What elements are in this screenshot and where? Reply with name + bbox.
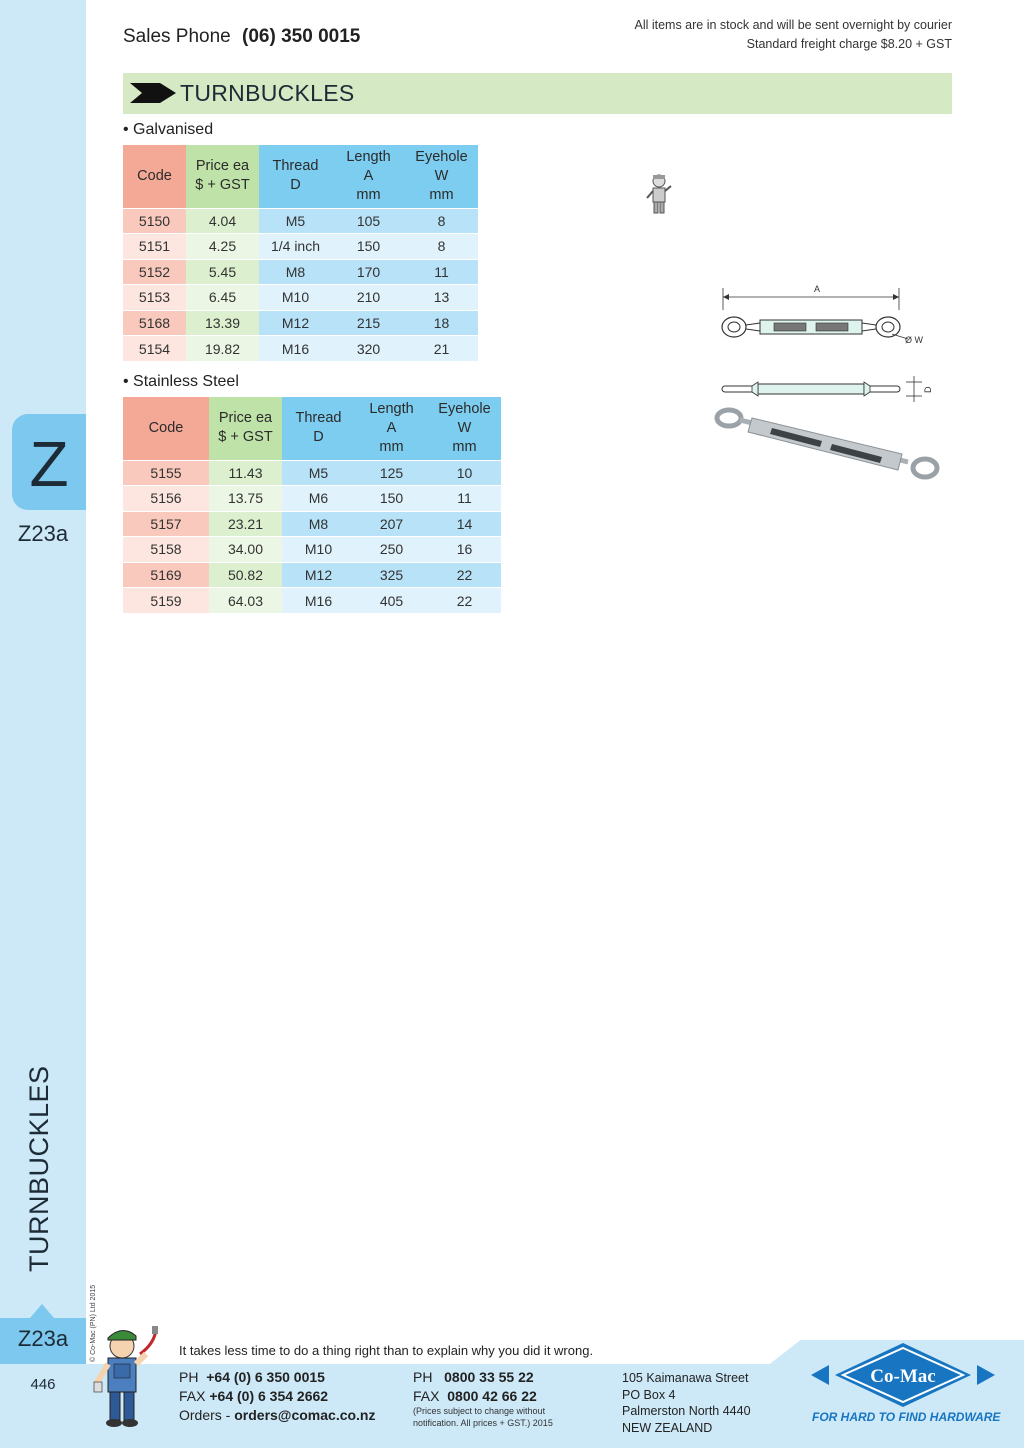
- stock-note: [634, 16, 952, 54]
- code-cell: 5150: [123, 208, 186, 234]
- footer-tagline: FOR HARD TO FIND HARDWARE: [812, 1410, 1001, 1424]
- footer-price-note: (Prices subject to change without notification. All prices + GST.) 2015: [413, 1406, 553, 1428]
- length-cell: 325: [355, 562, 428, 588]
- thread-cell: M16: [259, 336, 332, 362]
- header-line: Eyehole: [438, 400, 491, 417]
- eyehole-cell: 8: [405, 208, 478, 234]
- turnbuckle-side-view: [722, 376, 933, 402]
- mascot-icon: [92, 1324, 160, 1428]
- label-d: D: [923, 386, 933, 393]
- length-cell: 125: [355, 460, 428, 486]
- turnbuckle-diagram: [712, 282, 952, 492]
- section-code-bottom: Z23a: [17, 1326, 69, 1351]
- header-line: A: [386, 419, 397, 436]
- header-line: mm: [379, 438, 404, 455]
- code-cell: 5156: [123, 486, 209, 512]
- stainless-header-code: [123, 397, 209, 460]
- price-cell: 19.82: [186, 336, 259, 362]
- thread-cell: 1/4 inch: [259, 234, 332, 260]
- header-line: D: [290, 177, 301, 194]
- galvanised-table: [123, 145, 478, 361]
- section-letter: Z: [29, 428, 69, 500]
- eyehole-cell: 22: [428, 588, 501, 614]
- price-cell: 6.45: [186, 285, 259, 311]
- table-row: [123, 336, 478, 362]
- thread-cell: M8: [282, 511, 355, 537]
- price-cell: 64.03: [209, 588, 282, 614]
- footer-orders-email[interactable]: orders@comac.co.nz: [234, 1407, 376, 1423]
- header-line: Price ea: [195, 158, 250, 175]
- thread-cell: M5: [282, 460, 355, 486]
- footer-phone-label: PH: [179, 1369, 199, 1385]
- footer-orders-label: Orders -: [179, 1407, 231, 1423]
- stock-note-line1: All items are in stock and will be sent overnight by courier: [634, 18, 952, 32]
- table-row: [123, 537, 501, 563]
- stainless-header-length: [355, 397, 428, 460]
- table-row: [123, 588, 501, 614]
- length-cell: 170: [332, 259, 405, 285]
- thread-cell: M16: [282, 588, 355, 614]
- footer-quote: It takes less time to do a thing right than to explain why you did it wrong.: [179, 1343, 594, 1358]
- page-number: 446: [30, 1376, 56, 1393]
- banner-title: TURNBUCKLES: [180, 80, 355, 106]
- logo-text: Co-Mac: [870, 1366, 936, 1387]
- header-line: mm: [429, 186, 454, 203]
- header-line: mm: [356, 186, 381, 203]
- footer-fax: [179, 1388, 328, 1404]
- turnbuckle-top-view: [722, 317, 924, 345]
- footer-fax-number: +64 (0) 6 354 2662: [209, 1388, 329, 1404]
- header-line: D: [313, 429, 324, 446]
- header-line: $ + GST: [195, 177, 250, 194]
- price-cell: 13.39: [186, 310, 259, 336]
- address-line: Palmerston North 4440: [622, 1404, 751, 1418]
- length-cell: 210: [332, 285, 405, 311]
- header-line: Price ea: [218, 410, 273, 427]
- thread-cell: M10: [282, 537, 355, 563]
- galvanised-header-price: [186, 145, 259, 208]
- table-row: [123, 234, 478, 260]
- thread-cell: M5: [259, 208, 332, 234]
- footer-phone-number[interactable]: +64 (0) 6 350 0015: [206, 1369, 325, 1385]
- footer-freefax: [413, 1388, 537, 1404]
- price-cell: 23.21: [209, 511, 282, 537]
- eyehole-cell: 14: [428, 511, 501, 537]
- header-line: Length: [369, 400, 414, 417]
- section-code-top: Z23a: [17, 521, 69, 546]
- footer-freephone-label: PH: [413, 1369, 433, 1385]
- arrow-icon: [130, 83, 176, 103]
- code-cell: 5159: [123, 588, 209, 614]
- comac-logo: [811, 1343, 995, 1407]
- footer-orders: [179, 1407, 376, 1423]
- address-line: 105 Kaimanawa Street: [622, 1371, 749, 1385]
- footer-freefax-label: FAX: [413, 1388, 440, 1404]
- table-row: [123, 208, 478, 234]
- code-cell: 5152: [123, 259, 186, 285]
- sidebar-vertical-title: TURNBUCKLES: [24, 1065, 54, 1272]
- price-cell: 11.43: [209, 460, 282, 486]
- thread-cell: M6: [282, 486, 355, 512]
- price-cell: 50.82: [209, 562, 282, 588]
- header-line: Eyehole: [415, 148, 468, 165]
- code-cell: 5169: [123, 562, 209, 588]
- length-cell: 320: [332, 336, 405, 362]
- address-line: PO Box 4: [622, 1387, 676, 1402]
- length-cell: 250: [355, 537, 428, 563]
- mascot-icon-small: [646, 174, 672, 216]
- length-cell: 105: [332, 208, 405, 234]
- code-cell: 5157: [123, 511, 209, 537]
- length-cell: 405: [355, 588, 428, 614]
- header-line: Thread: [272, 158, 319, 175]
- stainless-label: • Stainless Steel: [123, 373, 239, 390]
- eyehole-cell: 21: [405, 336, 478, 362]
- footer-freefax-number: 0800 42 66 22: [447, 1388, 537, 1404]
- stock-note-line2: Standard freight charge $8.20 + GST: [746, 37, 952, 51]
- footer-fax-label: FAX: [179, 1388, 206, 1404]
- stainless-header-price: [209, 397, 282, 460]
- stainless-table: [123, 397, 501, 613]
- table-row: [123, 486, 501, 512]
- galvanised-header-eyehole: [405, 145, 478, 208]
- code-cell: 5151: [123, 234, 186, 260]
- turnbuckle-photo: [717, 410, 937, 477]
- stainless-header-eyehole: [428, 397, 501, 460]
- header-line: Code: [148, 419, 184, 436]
- length-cell: 150: [332, 234, 405, 260]
- bottom-tab-notch: [30, 1304, 54, 1318]
- header-line: Code: [137, 167, 172, 184]
- footer-freephone-number[interactable]: 0800 33 55 22: [444, 1369, 534, 1385]
- length-cell: 150: [355, 486, 428, 512]
- copyright-notice: © Co-Mac (PN) Ltd 2015: [90, 1284, 97, 1362]
- thread-cell: M8: [259, 259, 332, 285]
- eyehole-cell: 16: [428, 537, 501, 563]
- table-row: [123, 562, 501, 588]
- price-cell: 5.45: [186, 259, 259, 285]
- price-cell: 4.25: [186, 234, 259, 260]
- galvanised-header-code: [123, 145, 186, 208]
- header-line: $ + GST: [218, 429, 273, 446]
- galvanised-header-thread: [259, 145, 332, 208]
- table-row: [123, 285, 478, 311]
- code-cell: 5168: [123, 310, 186, 336]
- stainless-header-thread: [282, 397, 355, 460]
- eyehole-cell: 10: [428, 460, 501, 486]
- footer-phone: [179, 1369, 325, 1385]
- galvanised-header-length: [332, 145, 405, 208]
- eyehole-cell: 8: [405, 234, 478, 260]
- thread-cell: M10: [259, 285, 332, 311]
- code-cell: 5155: [123, 460, 209, 486]
- sales-phone-number: (06) 350 0015: [242, 26, 361, 47]
- header-line: A: [363, 167, 374, 184]
- price-cell: 34.00: [209, 537, 282, 563]
- table-row: [123, 460, 501, 486]
- dimension-a: [723, 284, 899, 310]
- price-cell: 13.75: [209, 486, 282, 512]
- label-w: Ø W: [905, 335, 923, 345]
- category-banner: [123, 73, 952, 114]
- eyehole-cell: 22: [428, 562, 501, 588]
- code-cell: 5154: [123, 336, 186, 362]
- code-cell: 5153: [123, 285, 186, 311]
- table-row: [123, 259, 478, 285]
- eyehole-cell: 11: [428, 486, 501, 512]
- header-line: W: [434, 167, 449, 184]
- length-cell: 215: [332, 310, 405, 336]
- header-line: Thread: [295, 410, 342, 427]
- header-line: Length: [346, 148, 391, 165]
- label-a: A: [814, 284, 821, 294]
- price-cell: 4.04: [186, 208, 259, 234]
- length-cell: 207: [355, 511, 428, 537]
- footer-freephone: [413, 1369, 534, 1385]
- footer-address: [622, 1370, 751, 1436]
- code-cell: 5158: [123, 537, 209, 563]
- eyehole-cell: 11: [405, 259, 478, 285]
- table-row: [123, 511, 501, 537]
- table-row: [123, 310, 478, 336]
- eyehole-cell: 13: [405, 285, 478, 311]
- header-line: W: [457, 419, 472, 436]
- address-line: NEW ZEALAND: [622, 1420, 713, 1435]
- thread-cell: M12: [259, 310, 332, 336]
- eyehole-cell: 18: [405, 310, 478, 336]
- galvanised-label: • Galvanised: [123, 121, 214, 138]
- header-line: mm: [452, 438, 477, 455]
- sales-phone: [123, 26, 360, 48]
- sales-phone-label: Sales Phone: [123, 26, 231, 47]
- thread-cell: M12: [282, 562, 355, 588]
